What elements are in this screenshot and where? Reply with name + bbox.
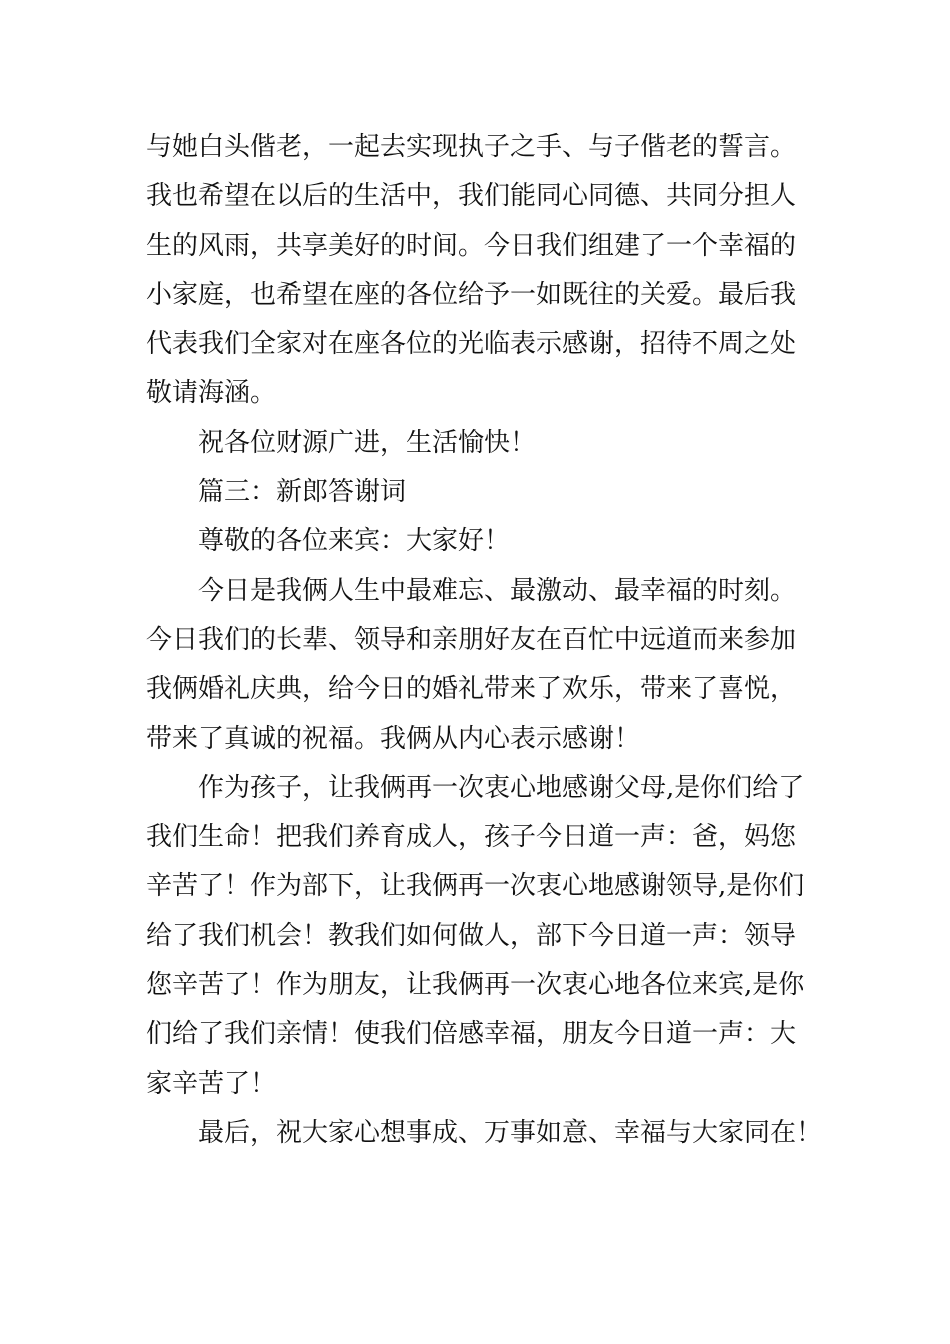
paragraph-line: 今日我们的长辈、领导和亲朋好友在百忙中远道而来参加: [146, 624, 797, 655]
paragraph-line: 今日是我俩人生中最难忘、最激动、最幸福的时刻。: [198, 575, 797, 606]
paragraph-line: 代表我们全家对在座各位的光临表示感谢，招待不周之处: [146, 329, 797, 360]
paragraph-line: 辛苦了！作为部下，让我俩再一次衷心地感谢领导,是你们: [146, 871, 805, 902]
paragraph-line: 给了我们机会！教我们如何做人，部下今日道一声：领导: [146, 920, 797, 951]
paragraph-line: 生的风雨，共享美好的时间。今日我们组建了一个幸福的: [146, 230, 797, 261]
section-heading: 篇三：新郎答谢词: [198, 477, 407, 508]
paragraph-line: 们给了我们亲情！使我们倍感幸福，朋友今日道一声：大: [146, 1019, 797, 1050]
paragraph-line: 与她白头偕老，一起去实现执子之手、与子偕老的誓言。: [146, 132, 797, 162]
document-body: [146, 123, 823, 1158]
paragraph-line: 我也希望在以后的生活中，我们能同心同德、共同分担人: [146, 181, 797, 212]
paragraph-line: 家辛苦了！: [146, 1068, 277, 1099]
greeting-line: 祝各位财源广进，生活愉快！: [198, 427, 537, 458]
salutation-line: 尊敬的各位来宾：大家好！: [198, 526, 511, 557]
paragraph-line: 作为孩子，让我俩再一次衷心地感谢父母,是你们给了: [198, 772, 805, 803]
paragraph-line: 我们生命！把我们养育成人，孩子今日道一声：爸，妈您: [146, 822, 797, 853]
closing-line: 最后，祝大家心想事成、万事如意、幸福与大家同在！: [198, 1117, 823, 1148]
paragraph-line: 带来了真诚的祝福。我俩从内心表示感谢！: [146, 723, 641, 754]
paragraph-line: 您辛苦了！作为朋友，让我俩再一次衷心地各位来宾,是你: [146, 970, 805, 1001]
paragraph-line: 我俩婚礼庆典，给今日的婚礼带来了欢乐，带来了喜悦，: [146, 674, 797, 705]
paragraph-line: 小家庭，也希望在座的各位给予一如既往的关爱。最后我: [146, 279, 797, 310]
paragraph-line: 敬请海涵。: [146, 378, 277, 409]
